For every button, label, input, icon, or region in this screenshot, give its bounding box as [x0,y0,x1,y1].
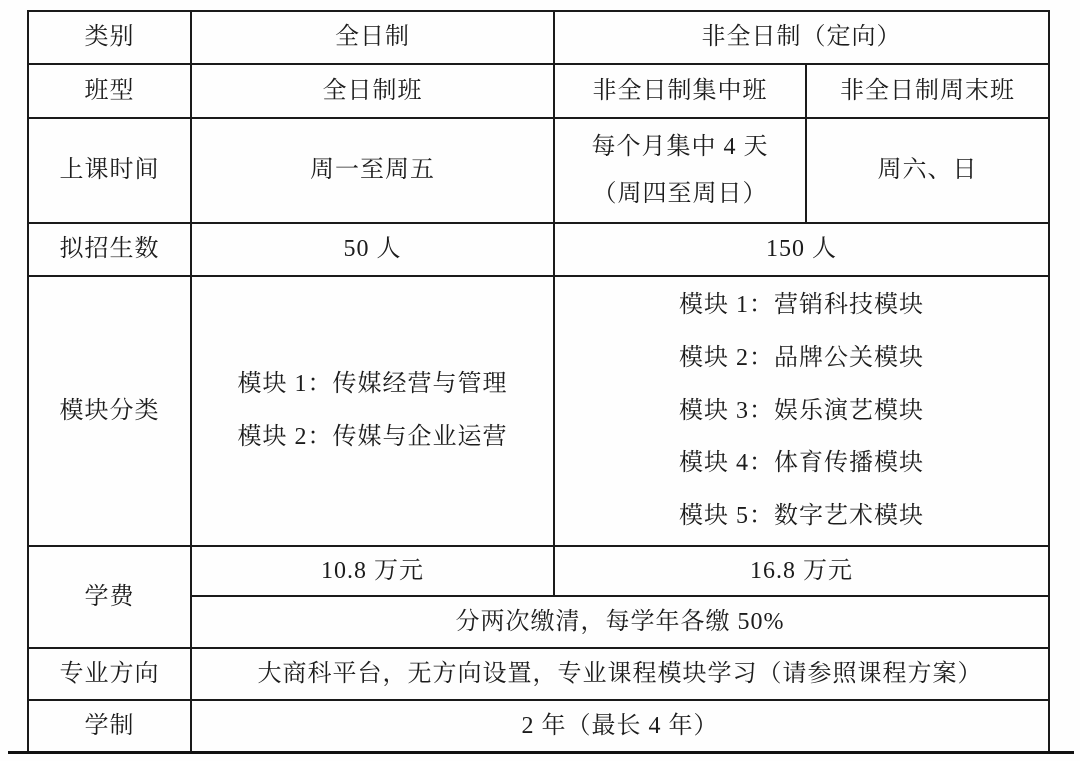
module-item: 模块 1：传媒经营与管理 [237,371,508,398]
table-row-enrollment [28,223,1049,276]
duration-value-cell: 2 年（最长 4 年） [191,700,1049,753]
modules-full-time-cell [191,276,554,546]
modules-part-time-list [679,279,924,543]
modules-part-time-cell [554,276,1049,546]
table-row-schedule [28,118,1049,223]
schedule-concentrated-line1: 每个月集中 4 天 [591,133,769,160]
module-item: 模块 3：娱乐演艺模块 [679,397,924,424]
tuition-part-time-cell: 16.8 万元 [554,546,1049,596]
tuition-row-label: 学费 [28,546,191,648]
module-item: 模块 2：传媒与企业运营 [237,423,508,450]
enrollment-row-label: 拟招生数 [28,223,191,276]
table-row-class-type [28,64,1049,118]
enrollment-full-time-cell: 50 人 [191,223,554,276]
duration-row-label: 学制 [28,700,191,753]
major-value-cell: 大商科平台，无方向设置，专业课程模块学习（请参照课程方案） [191,648,1049,700]
module-item: 模块 1：营销科技模块 [679,292,924,318]
tuition-payment-cell: 分两次缴清，每学年各缴 50% [191,596,1049,648]
modules-full-time-list [238,358,508,464]
schedule-row-label: 上课时间 [28,118,191,223]
bottom-divider [8,751,1074,754]
table-row-major [28,648,1049,700]
category-row-label: 类别 [28,11,191,64]
tuition-full-time-cell: 10.8 万元 [191,546,554,596]
table-row-category [28,11,1049,64]
major-row-label: 专业方向 [28,648,191,700]
table-row-tuition-amounts [28,546,1049,596]
table-row-duration [28,700,1049,753]
class-type-row-label: 班型 [28,64,191,118]
table-row-modules [28,276,1049,546]
schedule-weekend-cell: 周六、日 [806,118,1049,223]
category-full-time-cell: 全日制 [191,11,554,64]
schedule-concentrated-cell [554,118,806,223]
modules-row-label: 模块分类 [28,276,191,546]
module-item: 模块 4：体育传播模块 [679,450,924,477]
schedule-concentrated-line2: （周四至周日） [592,180,768,207]
enrollment-part-time-cell: 150 人 [554,223,1049,276]
schedule-full-time-cell: 周一至周五 [191,118,554,223]
module-item: 模块 5：数字艺术模块 [679,503,924,530]
class-type-weekend-cell: 非全日制周末班 [806,64,1049,118]
category-part-time-cell: 非全日制（定向） [554,11,1049,64]
program-comparison-table [27,10,1050,754]
module-item: 模块 2：品牌公关模块 [679,344,924,371]
class-type-concentrated-cell: 非全日制集中班 [554,64,806,118]
class-type-full-time-cell: 全日制班 [191,64,554,118]
